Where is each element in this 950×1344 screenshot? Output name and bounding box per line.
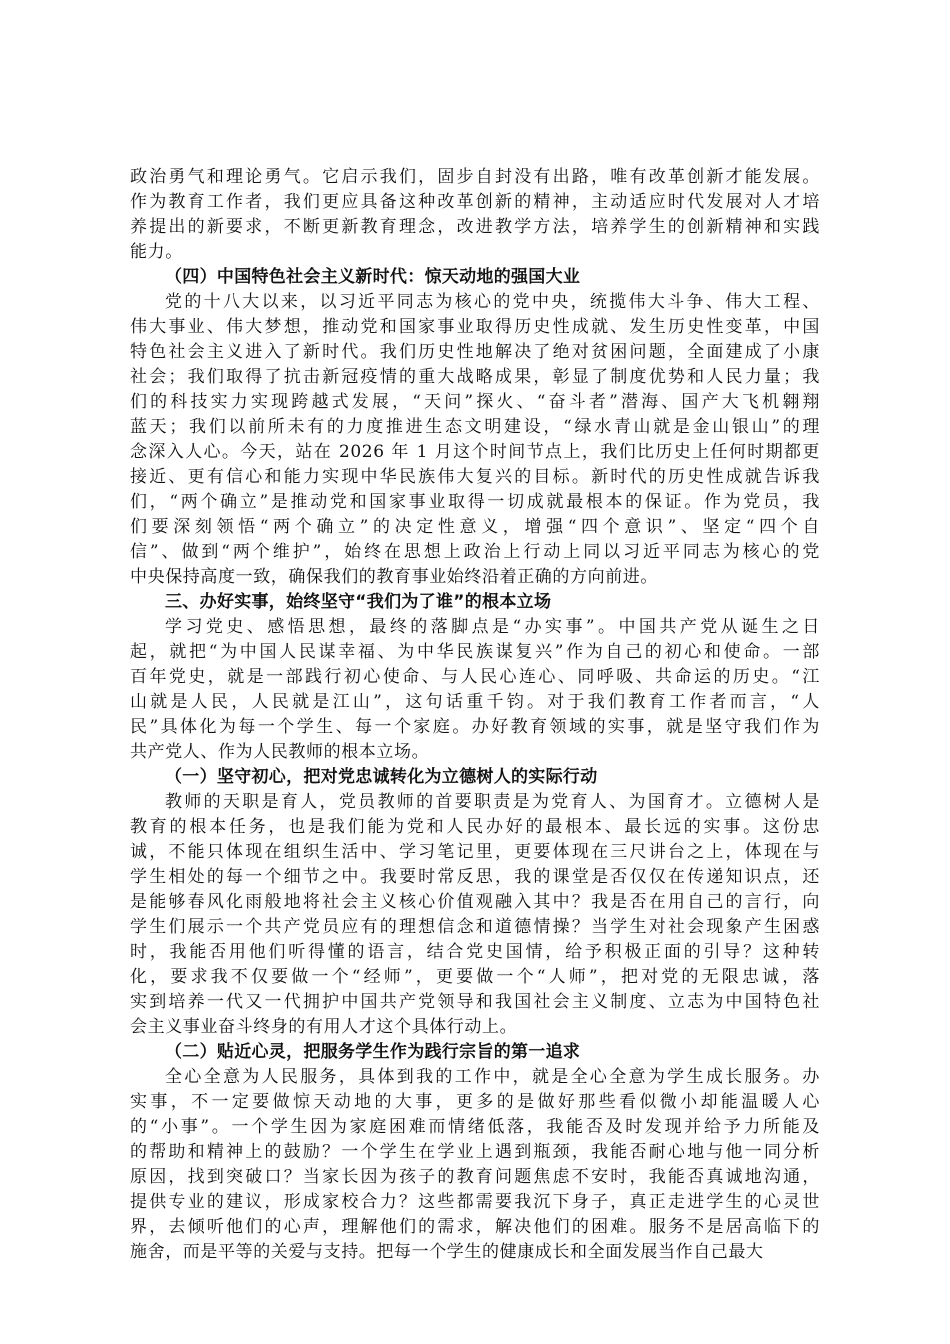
text-line: 们，“两个确立”是推动党和国家事业取得一切成就最根本的保证。作为党员，我 [130, 492, 820, 512]
text-line: 实到培养一代又一代拥护中国共产党领导和我国社会主义制度、立志为中国特色社 [130, 992, 820, 1012]
text-line: 的“小事”。一个学生因为家庭困难而情绪低落，我能否及时发现并给予力所能及 [130, 1117, 820, 1137]
text-line: 接近、更有信心和能力实现中华民族伟大复兴的目标。新时代的历史性成就告诉我 [130, 467, 820, 487]
text-line: 学习党史、感悟思想，最终的落脚点是“办实事”。中国共产党从诞生之日 [165, 617, 820, 637]
text-line: 中央保持高度一致，确保我们的教育事业始终沿着正确的方向前进。 [130, 567, 658, 587]
text-line: 伟大事业、伟大梦想，推动党和国家事业取得历史性成就、发生历史性变革，中国 [130, 317, 820, 337]
text-line: 共产党人、作为人民教师的根本立场。 [130, 742, 430, 762]
text-line: 界，去倾听他们的心声，理解他们的需求，解决他们的困难。服务不是居高临下的 [130, 1217, 820, 1237]
text-line: 的帮助和精神上的鼓励？一个学生在学业上遇到瓶颈，我能否耐心地与他一同分析 [130, 1142, 820, 1162]
text-line: 信”、做到“两个维护”，始终在思想上政治上行动上同以习近平同志为核心的党 [130, 542, 820, 562]
paragraph [130, 1065, 820, 1265]
text-line: 作为教育工作者，我们更应具备这种改革创新的精神，主动适应时代发展对人才培 [130, 192, 820, 212]
text-line: 特色社会主义进入了新时代。我们历史性地解决了绝对贫困问题，全面建成了小康 [130, 342, 820, 362]
text-line: 学生们展示一个共产党员应有的理想信念和道德情操？当学生对社会现象产生困惑 [130, 917, 820, 937]
text-line: 念深入人心。今天，站在 2026 年 1 月这个时间节点上，我们比历史上任何时期都更 [130, 442, 820, 462]
text-line: 时，我能否用他们听得懂的语言，结合党史国情，给予积极正面的引导？这种转 [130, 942, 820, 962]
text-line: 诚，不能只体现在组织生活中、学习笔记里，更要体现在三尺讲台之上，体现在与 [130, 842, 820, 862]
section-heading: （四）中国特色社会主义新时代：惊天动地的强国大业 [165, 267, 581, 287]
text-line: 山就是人民，人民就是江山”，这句话重千钧。对于我们教育工作者而言，“人 [130, 692, 820, 712]
section-heading: （二）贴近心灵，把服务学生作为践行宗旨的第一追求 [165, 1042, 581, 1062]
text-line: 原因，找到突破口？当家长因为孩子的教育问题焦虑不安时，我能否真诚地沟通， [130, 1167, 820, 1187]
section-heading: （一）坚守初心，把对党忠诚转化为立德树人的实际行动 [165, 767, 598, 787]
paragraph [130, 290, 820, 590]
text-line: 会主义事业奋斗终身的有用人才这个具体行动上。 [130, 1017, 518, 1037]
text-line: 百年党史，就是一部践行初心使命、与人民心连心、同呼吸、共命运的历史。“江 [130, 667, 820, 687]
text-line: 起，就把“为中国人民谋幸福、为中华民族谋复兴”作为自己的初心和使命。一部 [130, 642, 820, 662]
text-line: 社会；我们取得了抗击新冠疫情的重大战略成果，彰显了制度优势和人民力量；我 [130, 367, 820, 387]
text-line: 们要深刻领悟“两个确立”的决定性意义，增强“四个意识”、坚定“四个自 [130, 517, 820, 537]
text-line: 政治勇气和理论勇气。它启示我们，固步自封没有出路，唯有改革创新才能发展。 [130, 167, 820, 187]
paragraph [130, 165, 820, 265]
text-line: 教育的根本任务，也是我们能为党和人民办好的最根本、最长远的实事。这份忠 [130, 817, 820, 837]
text-line: 民”具体化为每一个学生、每一个家庭。办好教育领域的实事，就是坚守我们作为 [130, 717, 820, 737]
text-line: 们的科技实力实现跨越式发展，“天问”探火、“奋斗者”潜海、国产大飞机翱翔 [130, 392, 820, 412]
text-line: 提供专业的建议，形成家校合力？这些都需要我沉下身子，真正走进学生的心灵世 [130, 1192, 820, 1212]
text-line: 蓝天；我们以前所未有的力度推进生态文明建设，“绿水青山就是金山银山”的理 [130, 417, 820, 437]
text-line: 养提出的新要求，不断更新教育理念，改进教学方法，培养学生的创新精神和实践 [130, 217, 820, 237]
text-line: 实事，不一定要做惊天动地的大事，更多的是做好那些看似微小却能温暖人心 [130, 1092, 820, 1112]
section-heading: 三、办好实事，始终坚守“我们为了谁”的根本立场 [165, 592, 552, 612]
text-line: 学生相处的每一个细节之中。我要时常反思，我的课堂是否仅仅在传递知识点，还 [130, 867, 820, 887]
text-line: 施舍，而是平等的关爱与支持。把每一个学生的健康成长和全面发展当作自己最大 [130, 1242, 764, 1262]
text-line: 党的十八大以来，以习近平同志为核心的党中央，统揽伟大斗争、伟大工程、 [165, 292, 820, 312]
text-line: 能力。 [130, 242, 183, 262]
text-line: 教师的天职是育人，党员教师的首要职责是为党育人、为国育才。立德树人是 [165, 792, 820, 812]
document-page [130, 165, 820, 1265]
text-line: 全心全意为人民服务，具体到我的工作中，就是全心全意为学生成长服务。办 [165, 1067, 820, 1087]
paragraph [130, 615, 820, 765]
text-line: 是能够春风化雨般地将社会主义核心价值观融入其中？我是否在用自己的言行，向 [130, 892, 820, 912]
text-line: 化，要求我不仅要做一个“经师”，更要做一个“人师”，把对党的无限忠诚，落 [130, 967, 820, 987]
paragraph [130, 790, 820, 1040]
